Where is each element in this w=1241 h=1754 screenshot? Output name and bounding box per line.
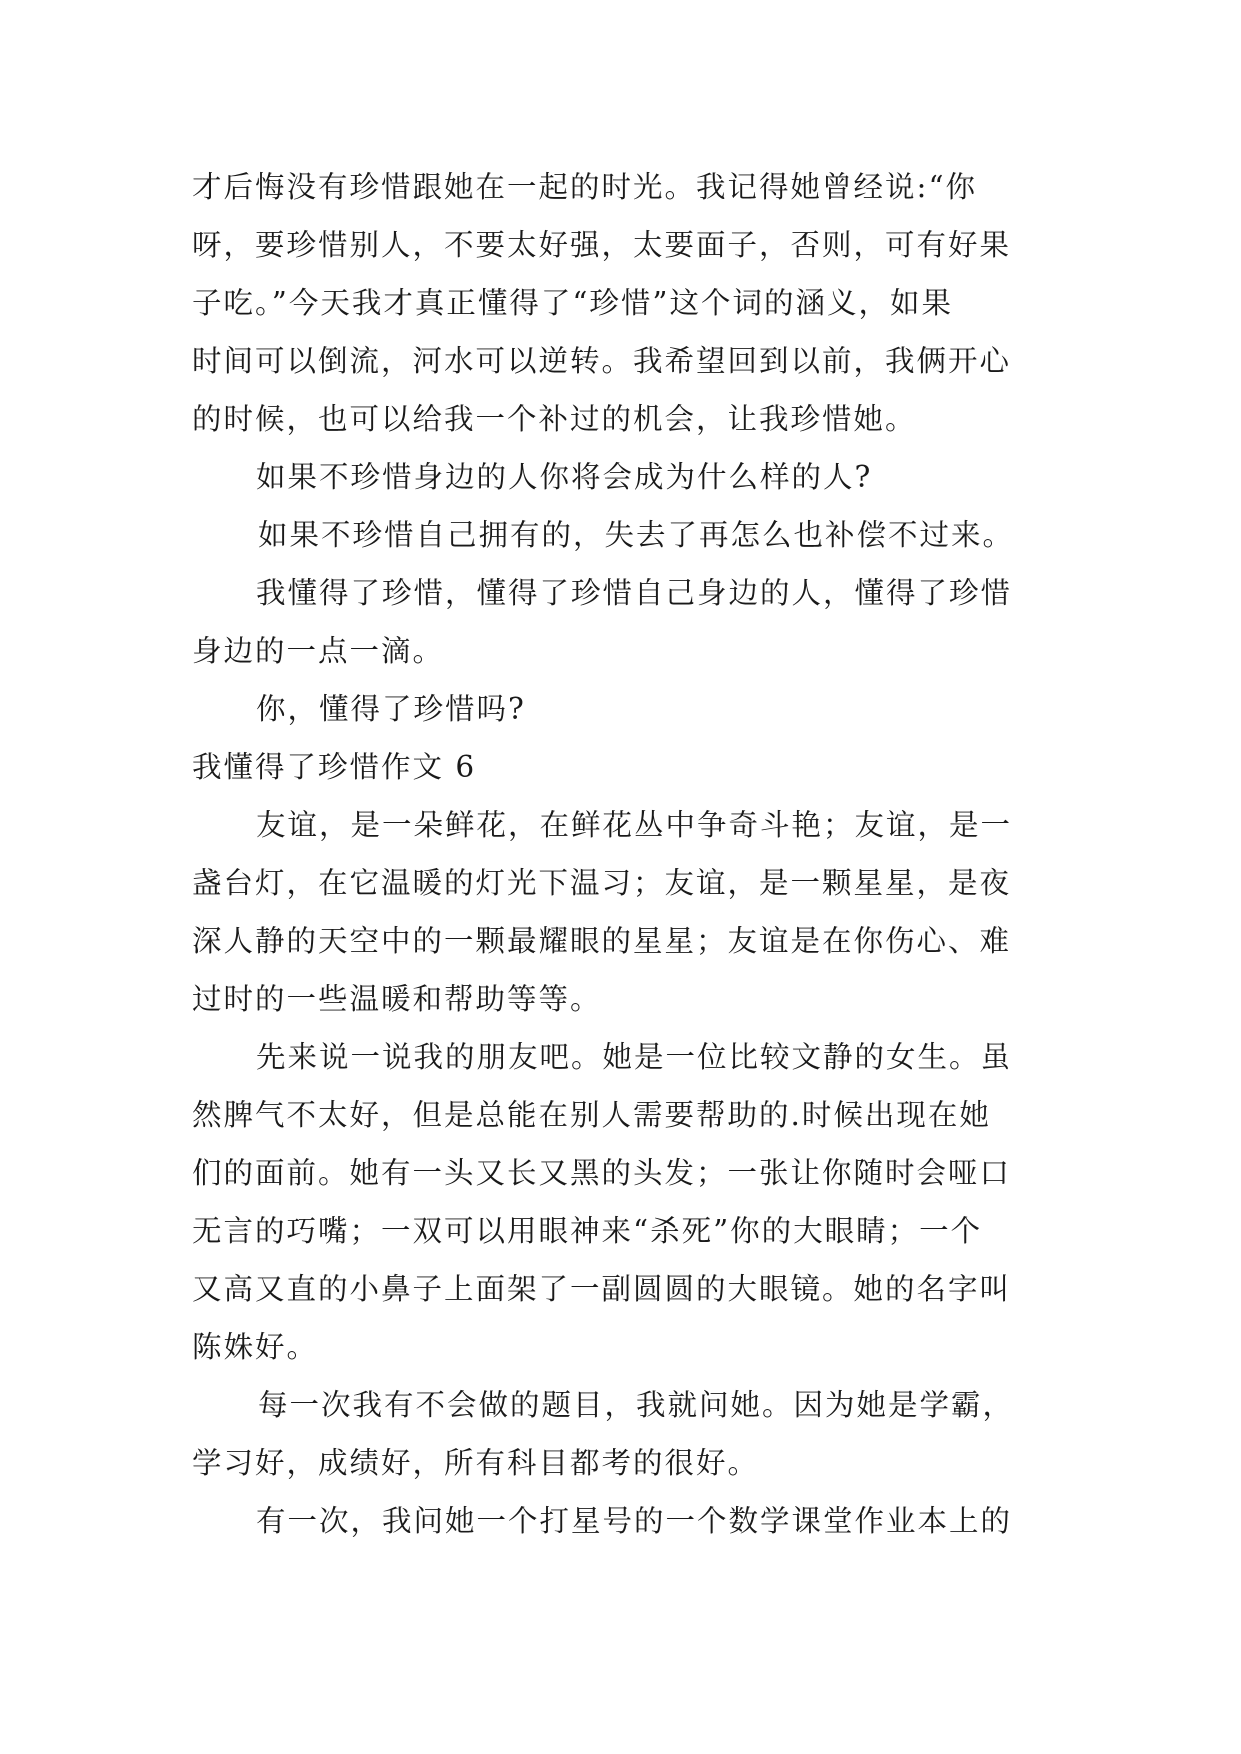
text-line: 盏台灯，在它温暖的灯光下温习；友谊，是一颗星星，是夜 — [192, 866, 1012, 900]
text-line: 才后悔没有珍惜跟她在一起的时光。我记得她曾经说:“你 — [192, 170, 978, 204]
text-line: 如果不珍惜身边的人你将会成为什么样的人? — [256, 460, 873, 494]
text-line: 呀，要珍惜别人，不要太好强，太要面子，否则，可有好果 — [192, 228, 1012, 262]
text-line: 学习好，成绩好，所有科目都考的很好。 — [192, 1446, 760, 1480]
essay-text — [192, 158, 1057, 1550]
text-line: 的时候，也可以给我一个补过的机会，让我珍惜她。 — [192, 402, 917, 436]
text-line: 如果不珍惜自己拥有的，失去了再怎么也补偿不过来。 — [258, 518, 1015, 552]
text-line: 子吃。”今天我才真正懂得了“珍惜”这个词的涵义，如果 — [192, 286, 953, 320]
section-heading: 我懂得了珍惜作文 6 — [192, 750, 477, 784]
text-line: 过时的一些温暖和帮助等等。 — [192, 982, 602, 1016]
text-line: 又高又直的小鼻子上面架了一副圆圆的大眼镜。她的名字叫 — [192, 1272, 1012, 1306]
text-line: 友谊，是一朵鲜花，在鲜花丛中争奇斗艳；友谊，是一 — [256, 808, 1013, 842]
text-line: 陈姝好。 — [192, 1330, 319, 1364]
text-line: 时间可以倒流，河水可以逆转。我希望回到以前，我俩开心 — [192, 344, 1012, 378]
text-line: 我懂得了珍惜，懂得了珍惜自己身边的人，懂得了珍惜 — [256, 576, 1013, 610]
text-line: 然脾气不太好，但是总能在别人需要帮助的.时候出现在她 — [192, 1098, 991, 1132]
text-line: 先来说一说我的朋友吧。她是一位比较文静的女生。虽 — [256, 1040, 1013, 1074]
text-line: 深人静的天空中的一颗最耀眼的星星；友谊是在你伤心、难 — [192, 924, 1012, 958]
text-line: 有一次，我问她一个打星号的一个数学课堂作业本上的 — [256, 1504, 1013, 1538]
text-line: 你，懂得了珍惜吗? — [256, 692, 526, 726]
text-line: 无言的巧嘴；一双可以用眼神来“杀死”你的大眼睛；一个 — [192, 1214, 983, 1248]
text-line: 每一次我有不会做的题目，我就问她。因为她是学霸， — [258, 1388, 1015, 1422]
text-line: 们的面前。她有一头又长又黑的头发；一张让你随时会哑口 — [192, 1156, 1012, 1190]
text-line: 身边的一点一滴。 — [192, 634, 445, 668]
